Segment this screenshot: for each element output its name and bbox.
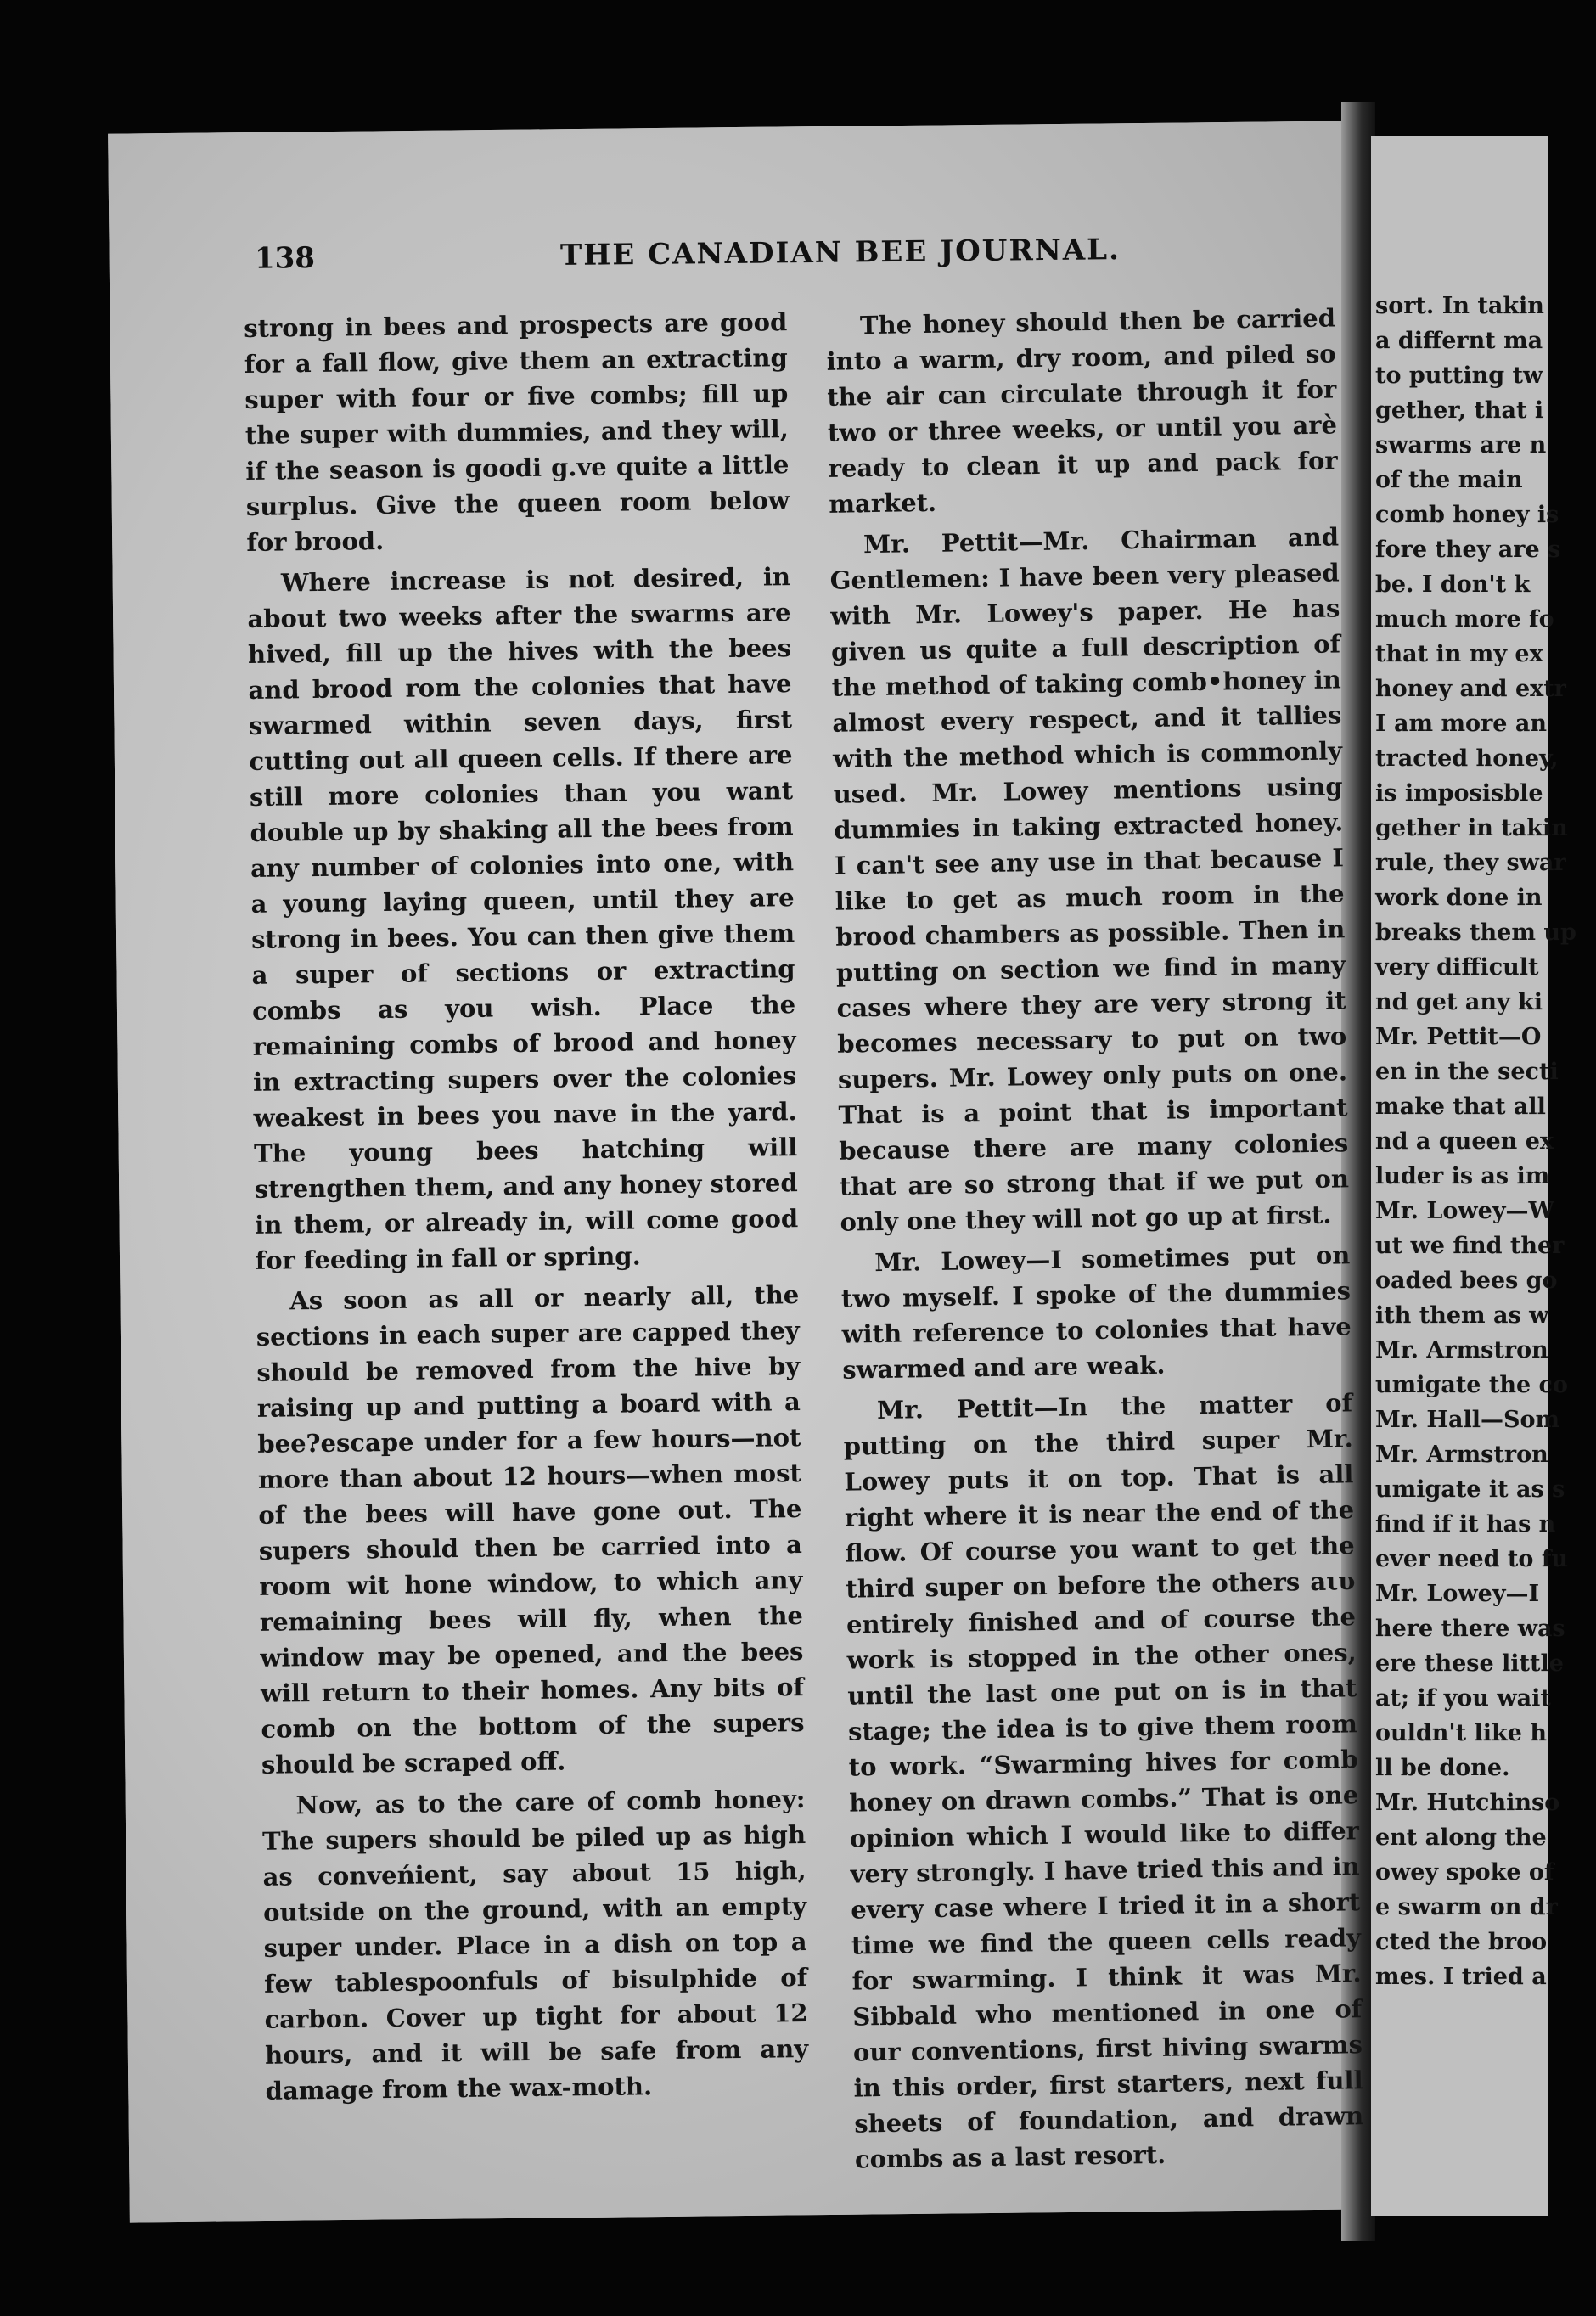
facing-page-line: umigate the co: [1375, 1372, 1569, 1398]
facing-page-line: work done in: [1375, 885, 1543, 911]
facing-page-line: Mr. Lowey—W: [1375, 1198, 1554, 1224]
facing-page-line: a differnt ma: [1375, 328, 1543, 354]
paragraph: As soon as all or nearly all, the sections in each super are capped they should be removed from the hive by raising up and putting a board with a bee?escape under for a few hours—not more than about 12 hours—when most of the bees will have gone out. The supers should then be carried into a room wit hone window, to which any remaining bees will fly, when the window may be opened, and the bees will return to their homes. Any bits of comb on the bottom of the supers should be scraped off.: [256, 1280, 805, 1779]
facing-page-line: comb honey is: [1375, 502, 1559, 528]
facing-page-line: nd get any ki: [1375, 989, 1543, 1015]
left-text-column: [244, 304, 809, 2114]
facing-page-line: here there was: [1375, 1616, 1565, 1642]
facing-page-line: is imposisble: [1375, 780, 1543, 807]
right-text-column: [826, 300, 1365, 2182]
facing-page-line: ent along the: [1375, 1824, 1547, 1851]
facing-page-line: nd a queen ex: [1375, 1128, 1554, 1155]
facing-page-line: honey and extr: [1375, 676, 1566, 702]
facing-page-line: sort. In takin: [1375, 293, 1544, 319]
facing-page-line: Mr. Hutchinso: [1375, 1790, 1560, 1816]
facing-page-line: e swarm on dr: [1375, 1894, 1558, 1920]
facing-page-line: of the main: [1375, 467, 1523, 493]
facing-page-line: ever need to fu: [1375, 1546, 1569, 1572]
facing-page-line: much more fo: [1375, 606, 1554, 632]
facing-page-line: I am more an: [1375, 711, 1547, 737]
facing-page-text: [1375, 289, 1596, 1994]
paragraph: Mr. Pettit—Mr. Chairman and Gentlemen: I have been very pleased with Mr. Lowey's paper. He has given us quite a full description of the method of taking comb•honey in almost every respect, and it tallies with the method which is commonly used. Mr. Lowey mentions using dummies in taking extracted honey. I can't see any use in that because I like to get as much room in the brood chambers as possible. Then in putting on section we find in many cases where they are very strong it becomes necessary to put on two supers. Mr. Lowey only puts on one. That is a point that is important because there are many colonies that are so strong that if we put on only one they will not go up at first.: [829, 522, 1350, 1237]
facing-page-line: oaded bees go: [1375, 1268, 1558, 1294]
facing-page-line: mes. I tried a: [1375, 1964, 1547, 1990]
paragraph: strong in bees and prospects are good for a fall flow, give them an extracting super with four or five combs; fill up the super with dummies, and they will, if the season is goodi g.ve quite a little surplus. Give the queen room below for brood.: [244, 307, 790, 557]
facing-page-line: ouldn't like h: [1375, 1720, 1547, 1746]
facing-page-line: be. I don't k: [1375, 571, 1531, 598]
facing-page-line: luder is as im: [1375, 1163, 1550, 1189]
facing-page-line: fore they are s: [1375, 537, 1561, 563]
facing-page-line: that in my ex: [1375, 641, 1543, 667]
facing-page-line: Mr. Lowey—I: [1375, 1581, 1540, 1607]
paragraph: Now, as to the care of comb honey: The supers should be piled up as high as conveńient, say about 15 high, outside on the ground, with an empty super under. Place in a dish on top a few tablespoonfuls of bisulphide of carbon. Cover up tight for about 12 hours, and it will be safe from any damage from the wax-moth.: [261, 1785, 809, 2105]
facing-page-line: ith them as w: [1375, 1302, 1549, 1329]
paragraph: Mr. Pettit—In the matter of putting on the third super Mr. Lowey puts it on top. That is all right where it is near the end of the flow. Of course you want to get the third super on before the others aιυ entirely finished and of course the work is stopped in the other ones, until the last one put on is in that stage; the idea is to give them room to work. “Swarming hives for comb honey on drawn combs.” That is one opinion which I would like to differ very strongly. I have tried this and in every case where I tried it in a short time we find the queen cells ready for swarming. I think it was Mr. Sibbald who mentioned in one of our conventions, first hiving swarms in this order, first starters, next full sheets of foundation, and drawn combs as a last resort.: [843, 1388, 1364, 2174]
journal-title: THE CANADIAN BEE JOURNAL.: [559, 233, 1121, 273]
facing-page-line: to putting tw: [1375, 363, 1543, 389]
facing-page-line: at; if you wait: [1375, 1685, 1551, 1712]
facing-page-line: ut we find ther: [1375, 1233, 1565, 1259]
paragraph: The honey should then be carried into a warm, dry room, and piled so the air can circulate through it for two or three weeks, or until you arè ready to clean it up and pack for market.: [826, 303, 1338, 519]
facing-page-line: swarms are n: [1375, 432, 1547, 458]
paragraph: Mr. Lowey—I sometimes put on two myself. I spoke of the dummies with reference to colonies that have swarmed and are weak.: [840, 1240, 1352, 1385]
facing-page-line: Mr. Armstron: [1375, 1442, 1548, 1468]
facing-page-line: en in the secti: [1375, 1059, 1559, 1085]
facing-page-line: cted the broo: [1375, 1929, 1548, 1955]
facing-page-line: gether in takin: [1375, 815, 1568, 841]
page-number: 138: [254, 241, 316, 276]
facing-page-line: Mr. Armstron: [1375, 1337, 1548, 1363]
facing-page-line: find if it has n: [1375, 1511, 1556, 1537]
facing-page-line: make that all: [1375, 1093, 1546, 1120]
facing-page-line: umigate it as s: [1375, 1476, 1565, 1503]
facing-page-line: Mr. Hall—Som: [1375, 1407, 1560, 1433]
facing-page-line: tracted honey,: [1375, 745, 1559, 772]
facing-page-line: owey spoke of: [1375, 1859, 1554, 1886]
facing-page-line: breaks them up: [1375, 919, 1576, 946]
facing-page-line: ll be done.: [1375, 1755, 1510, 1781]
facing-page-line: very difficult: [1375, 954, 1539, 981]
facing-page-line: rule, they swar: [1375, 850, 1566, 876]
facing-page-line: ere these little: [1375, 1650, 1564, 1677]
paragraph: Where increase is not desired, in about two weeks after the swarms are hived, fill up the hives with the bees and brood rom the colonies that have swarmed within seven days, first cutting out all queen cells. If there are still more colonies than you want double up by shaking all the bees from any number of colonies into one, with a young laying queen, until they are strong in bees. You can then give them a super of sections or extracting combs as you wish. Place the remaining combs of brood and honey in extracting supers over the colonies weakest in bees you nave in the yard. The young bees hatching will strengthen them, and any honey stored in them, or already in, will come good for feeding in fall or spring.: [247, 562, 799, 1275]
facing-page-line: gether, that i: [1375, 397, 1544, 424]
facing-page-line: Mr. Pettit—O: [1375, 1024, 1542, 1050]
